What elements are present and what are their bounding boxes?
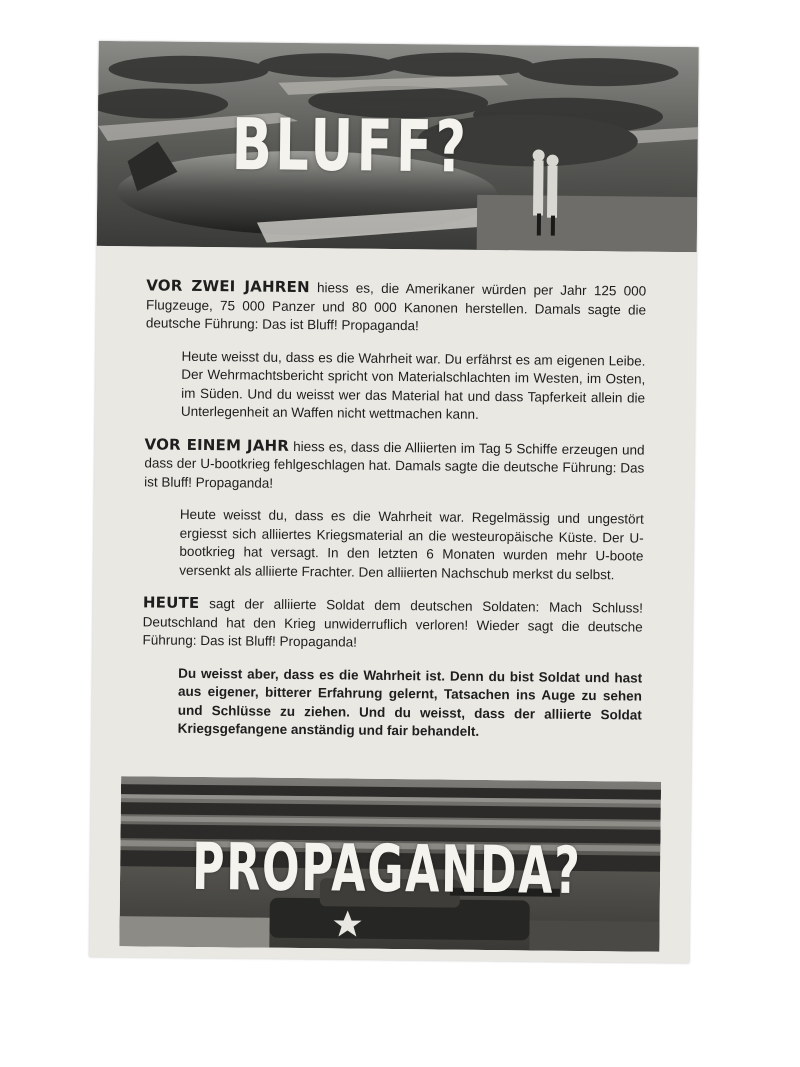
- paragraph-text: Du weisst aber, dass es die Wahrheit ist. Denn du bist Soldat und hast aus eigener, bitterer Erfahrung gelernt, Tatsachen ins Auge zu sehen und Schlüsse zu ziehen. Und du weisst, dass der alliierte Soldat Kriegsgefangene anständig und fair behandelt.: [177, 665, 643, 739]
- tanks-photo: [119, 776, 661, 952]
- headline-propaganda: PROPAGANDA?: [191, 828, 582, 909]
- lead-heute: HEUTE: [142, 593, 200, 612]
- paragraph-text: Heute weisst du, dass es die Wahrheit war. Regelmässig und ungestört ergiesst sich alliiertes Kriegsmaterial an die westeuropäische Küste. Der U-bootkrieg hat versagt. In den letzten 6 Monaten wurden mehr U-boote versenkt als alliierte Frachter. Den alliierten Nachschub merkst du selbst.: [179, 506, 644, 582]
- paragraph-heute-weisst-du-1: [181, 347, 646, 426]
- aircraft-photo: [97, 41, 699, 252]
- lead-vor-zwei-jahren: VOR ZWEI JAHREN: [146, 276, 310, 297]
- paragraph-heute-weisst-du-2: [179, 506, 644, 585]
- paragraph-text: hiess es, die Amerikaner würden per Jahr 125 000 Flugzeuge, 75 000 Panzer und 80 000 Kanonen herstellen. Damals sagte die deutsche Führung: Das ist Bluff! Propaganda!: [145, 280, 647, 334]
- paragraph-du-weisst-aber: [178, 664, 643, 743]
- propaganda-leaflet: [89, 41, 699, 963]
- headline-bluff: BLUFF?: [231, 102, 470, 189]
- lead-vor-einem-jahr: VOR EINEM JAHR: [144, 434, 290, 455]
- paragraph-text: sagt der alliierte Soldat dem deutschen Soldaten: Mach Schluss! Deutschland hat den Krieg unwiderruflich verloren! Wieder sagt die deutsche Führung: Das ist Bluff! Propaganda!: [142, 595, 643, 650]
- leaflet-text: [141, 276, 646, 757]
- paragraph-vor-einem-jahr: [144, 435, 645, 497]
- paragraph-heute: [142, 593, 643, 655]
- paragraph-text: hiess es, dass die Alliierten im Tag 5 Schiffe erzeugen und dass der U-bootkrieg fehlgeschlagen hat. Damals sagte die deutsche Führung: Das ist Bluff! Propaganda!: [144, 438, 645, 491]
- paragraph-vor-zwei-jahren: [146, 276, 647, 338]
- paragraph-text: Heute weisst du, dass es die Wahrheit war. Du erfährst es am eigenen Leibe. Der Wehrmachtsbericht spricht von Materialschlachten im Westen, im Osten, im Süden. Und du weisst wer das Material hat und dass Tapferkeit allein die Unterlegenheit an Waffen nicht wettmachen kann.: [180, 348, 646, 422]
